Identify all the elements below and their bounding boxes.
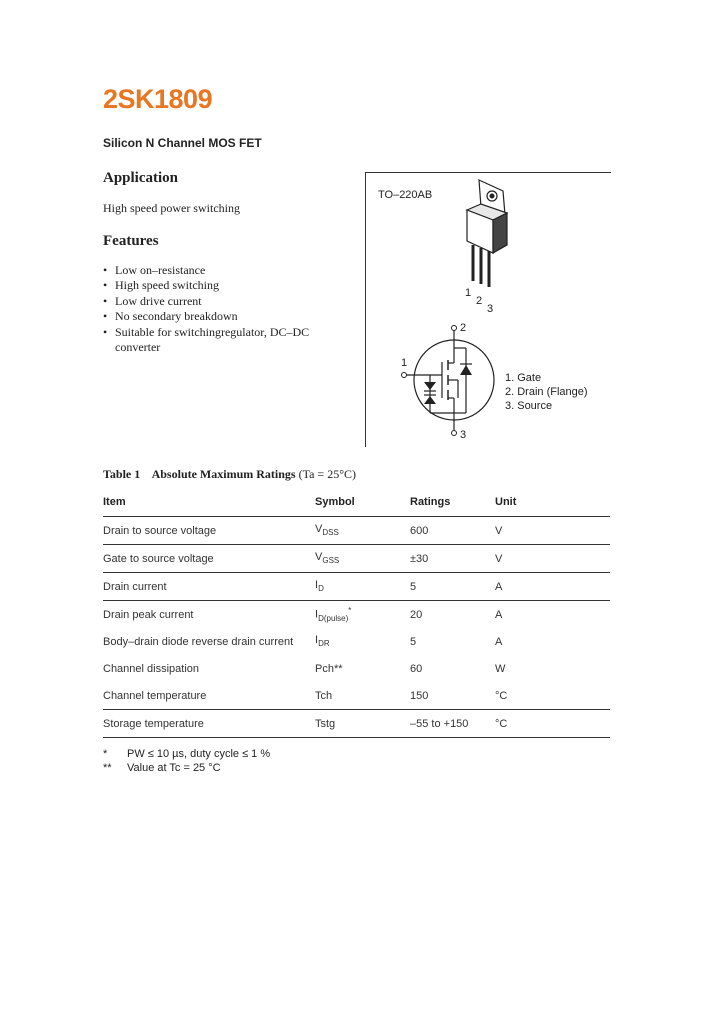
feature-item: • Suitable for switchingregulator, DC–DC converter	[103, 325, 315, 356]
footnote	[103, 761, 270, 775]
cell-unit: V	[495, 545, 610, 573]
table-row	[103, 601, 610, 629]
pin-legend	[505, 371, 588, 413]
cell-symbol: $V_{GSS}$	[315, 545, 410, 573]
cell-symbol: $I_{D(pulse)}^*$	[315, 606, 352, 623]
header-unit: Unit	[495, 488, 610, 517]
footnote-mark: **	[103, 762, 112, 774]
header-ratings: Ratings	[410, 488, 495, 517]
device-subtitle: Silicon N Channel MOS FET	[103, 136, 262, 150]
cell-unit: A	[495, 608, 503, 621]
footnote	[103, 747, 270, 761]
feature-item: • High speed switching	[103, 278, 315, 293]
legend-source: 3. Source	[505, 400, 553, 412]
cell-symbol: Pch**	[315, 662, 343, 675]
footnote-mark: *	[103, 748, 108, 760]
cell-item: Channel temperature	[103, 682, 315, 710]
table-row	[103, 517, 610, 545]
legend-drain: 2. Drain (Flange)	[505, 386, 588, 398]
cell-symbol: Tch	[315, 682, 410, 710]
cell-unit: °C	[495, 710, 610, 738]
table-row	[103, 573, 610, 601]
header-item: Item	[103, 488, 315, 517]
schematic-pin-source: 3	[460, 429, 467, 441]
absolute-max-ratings-table	[103, 488, 610, 738]
schematic-pin-gate: 1	[401, 357, 408, 369]
cell-rating: ±30	[410, 545, 495, 573]
feature-item: • No secondary breakdown	[103, 309, 315, 324]
to220-package-drawing	[455, 175, 525, 290]
table-title	[103, 467, 356, 482]
table-number: Table 1	[103, 467, 141, 481]
table-name: Absolute Maximum Ratings	[151, 467, 296, 481]
cell-symbol: $I_{DR}$	[315, 634, 330, 649]
schematic-pin-drain: 2	[460, 322, 467, 334]
table-footnotes	[103, 747, 270, 775]
cell-rating: 150	[410, 682, 495, 710]
package-type-label: TO–220AB	[378, 189, 433, 201]
footnote-text: Value at Tc = 25 °C	[127, 762, 221, 774]
pin-label-3: 3	[487, 303, 494, 315]
cell-item: Drain peak current	[103, 608, 194, 621]
cell-symbol: Tstg	[315, 710, 410, 738]
cell-item: Drain to source voltage	[103, 517, 315, 545]
cell-unit: V	[495, 517, 610, 545]
features-list	[103, 263, 315, 355]
cell-symbol: $V_{DSS}$	[315, 517, 410, 545]
table-row	[103, 628, 610, 655]
table-row	[103, 545, 610, 573]
part-number-title: 2SK1809	[103, 84, 213, 114]
features-heading: Features	[103, 233, 159, 249]
cell-rating: 5	[410, 635, 417, 648]
cell-rating: 600	[410, 517, 495, 545]
cell-rating: 20	[410, 608, 423, 621]
application-heading: Application	[103, 170, 179, 186]
cell-unit: A	[495, 573, 610, 601]
cell-item: Gate to source voltage	[103, 545, 315, 573]
header-symbol: Symbol	[315, 488, 410, 517]
feature-item: • Low drive current	[103, 294, 315, 309]
cell-rating: 60	[410, 662, 423, 675]
mosfet-schematic-symbol	[396, 318, 501, 443]
cell-item: Storage temperature	[103, 710, 315, 738]
cell-item: Body–drain diode reverse drain current	[103, 635, 294, 648]
table-row	[103, 682, 610, 710]
table-row	[103, 655, 610, 682]
cell-unit: °C	[495, 682, 610, 710]
table-row	[103, 710, 610, 738]
cell-rating: 5	[410, 573, 495, 601]
pin-label-2: 2	[476, 295, 483, 307]
feature-item: • Low on–resistance	[103, 263, 315, 278]
cell-unit: W	[495, 662, 506, 675]
table-condition: (Ta = 25°C)	[298, 467, 356, 481]
legend-gate: 1. Gate	[505, 372, 542, 384]
cell-item: Channel dissipation	[103, 662, 200, 675]
cell-rating: –55 to +150	[410, 710, 495, 738]
application-text: High speed power switching	[103, 201, 240, 215]
cell-item: Drain current	[103, 573, 315, 601]
cell-unit: A	[495, 635, 503, 648]
footnote-text: PW ≤ 10 µs, duty cycle ≤ 1 %	[127, 748, 271, 760]
pin-label-1: 1	[465, 287, 472, 299]
table-header-row	[103, 488, 610, 517]
cell-symbol: $I_D$	[315, 573, 410, 601]
